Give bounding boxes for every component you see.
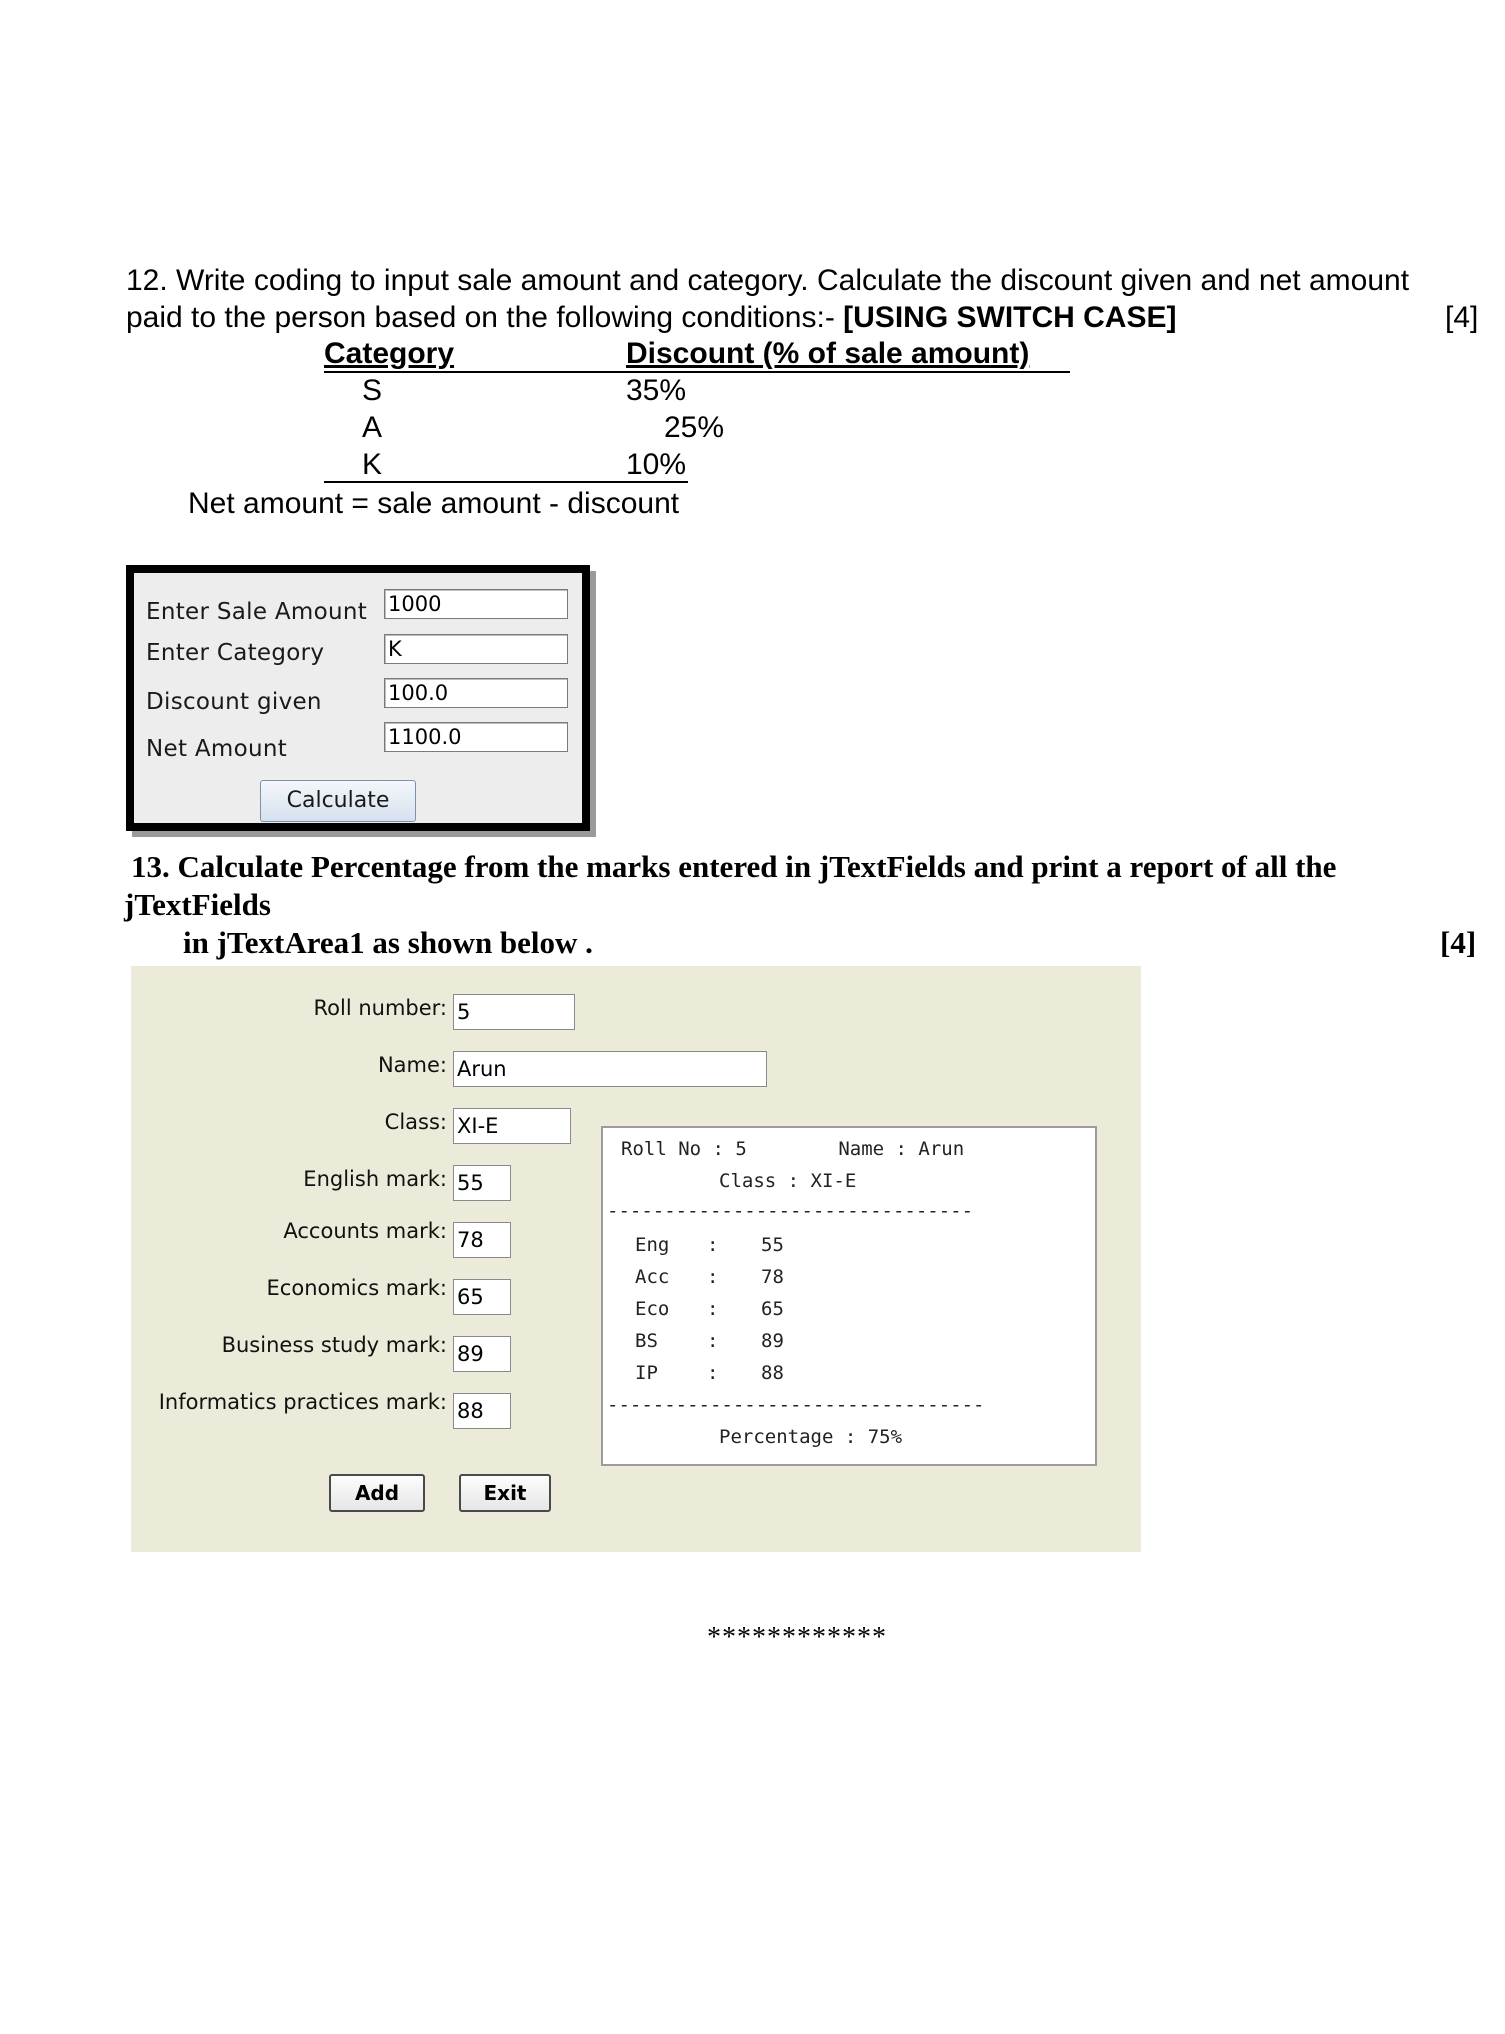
table-row-category: A — [362, 411, 383, 444]
report-textarea[interactable] — [601, 1126, 1097, 1466]
q13-marks: [4] — [1440, 925, 1477, 960]
q13-line1: 13. Calculate Percentage from the marks entered in jTextFields and print a report of all the — [131, 849, 1337, 884]
report-form-window — [131, 966, 1141, 1552]
textarea-mark: 65 — [761, 1298, 784, 1320]
table-row-category: K — [362, 448, 383, 481]
informatics-practices-mark-field[interactable]: 88 — [453, 1393, 511, 1429]
textarea-colon: : — [707, 1362, 719, 1384]
roll-number-label: Roll number: — [313, 996, 447, 1020]
textarea-percentage-line: Percentage : 75% — [719, 1426, 903, 1448]
accounts-mark-field[interactable]: 78 — [453, 1222, 511, 1258]
roll-number-field[interactable]: 5 — [453, 994, 575, 1030]
table-header-discount: Discount (% of sale amount) — [626, 337, 1030, 370]
q12-line1: 12. Write coding to input sale amount and category. Calculate the discount given and net amount — [126, 264, 1410, 297]
q13-line2: jTextFields — [124, 887, 271, 922]
discount-field[interactable]: 100.0 — [384, 678, 568, 708]
sale-amount-label: Enter Sale Amount — [146, 599, 368, 625]
business-study-mark-field[interactable]: 89 — [453, 1336, 511, 1372]
q13-line3: in jTextArea1 as shown below . — [183, 925, 593, 960]
class-label: Class: — [384, 1110, 447, 1134]
textarea-separator: --------------------------------- — [607, 1394, 985, 1416]
informatics-practices-mark-label: Informatics practices mark: — [158, 1390, 447, 1414]
table-header-category: Category — [324, 337, 455, 370]
name-label: Name: — [377, 1053, 447, 1077]
footer-asterisks: ************ — [707, 1622, 887, 1653]
table-row-discount: 35% — [626, 374, 687, 407]
textarea-subject: BS — [635, 1330, 658, 1352]
textarea-colon: : — [707, 1298, 719, 1320]
net-amount-label: Net Amount — [146, 736, 288, 762]
textarea-mark: 78 — [761, 1266, 784, 1288]
calculate-button[interactable]: Calculate — [260, 780, 416, 822]
table-row-category: S — [362, 374, 383, 407]
economics-mark-label: Economics mark: — [266, 1276, 447, 1300]
textarea-subject: IP — [635, 1362, 658, 1384]
q12-marks: [4] — [1445, 301, 1479, 334]
textarea-subject: Acc — [635, 1266, 670, 1288]
textarea-roll-name-line: Roll No : 5 Name : Arun — [621, 1138, 965, 1160]
business-study-mark-label: Business study mark: — [221, 1333, 447, 1357]
discount-label: Discount given — [146, 689, 322, 715]
discount-form-window — [126, 565, 590, 831]
class-field[interactable]: XI-E — [453, 1108, 571, 1144]
q12-line2-text: paid to the person based on the following conditions:- — [126, 301, 844, 334]
net-amount-field[interactable]: 1100.0 — [384, 722, 568, 752]
table-row-discount: 10% — [626, 448, 687, 481]
q12-switch-case: [USING SWITCH CASE] — [843, 301, 1177, 334]
exit-button[interactable]: Exit — [459, 1474, 551, 1512]
textarea-subject: Eng — [635, 1234, 670, 1256]
textarea-class-line: Class : XI-E — [719, 1170, 857, 1192]
textarea-colon: : — [707, 1234, 719, 1256]
accounts-mark-label: Accounts mark: — [283, 1219, 447, 1243]
category-field[interactable]: K — [384, 634, 568, 664]
textarea-mark: 55 — [761, 1234, 784, 1256]
table-bottom-rule — [324, 481, 688, 483]
textarea-separator: -------------------------------- — [607, 1200, 974, 1222]
name-field[interactable]: Arun — [453, 1051, 767, 1087]
economics-mark-field[interactable]: 65 — [453, 1279, 511, 1315]
textarea-mark: 89 — [761, 1330, 784, 1352]
table-header-rule — [324, 371, 1070, 373]
q12-formula: Net amount = sale amount - discount — [188, 487, 680, 520]
category-label: Enter Category — [146, 640, 325, 666]
english-mark-field[interactable]: 55 — [453, 1165, 511, 1201]
table-row-discount: 25% — [664, 411, 725, 444]
textarea-colon: : — [707, 1330, 719, 1352]
textarea-colon: : — [707, 1266, 719, 1288]
q12-line2 — [126, 299, 1176, 336]
textarea-mark: 88 — [761, 1362, 784, 1384]
add-button[interactable]: Add — [329, 1474, 425, 1512]
textarea-subject: Eco — [635, 1298, 670, 1320]
sale-amount-field[interactable]: 1000 — [384, 589, 568, 619]
english-mark-label: English mark: — [303, 1167, 447, 1191]
